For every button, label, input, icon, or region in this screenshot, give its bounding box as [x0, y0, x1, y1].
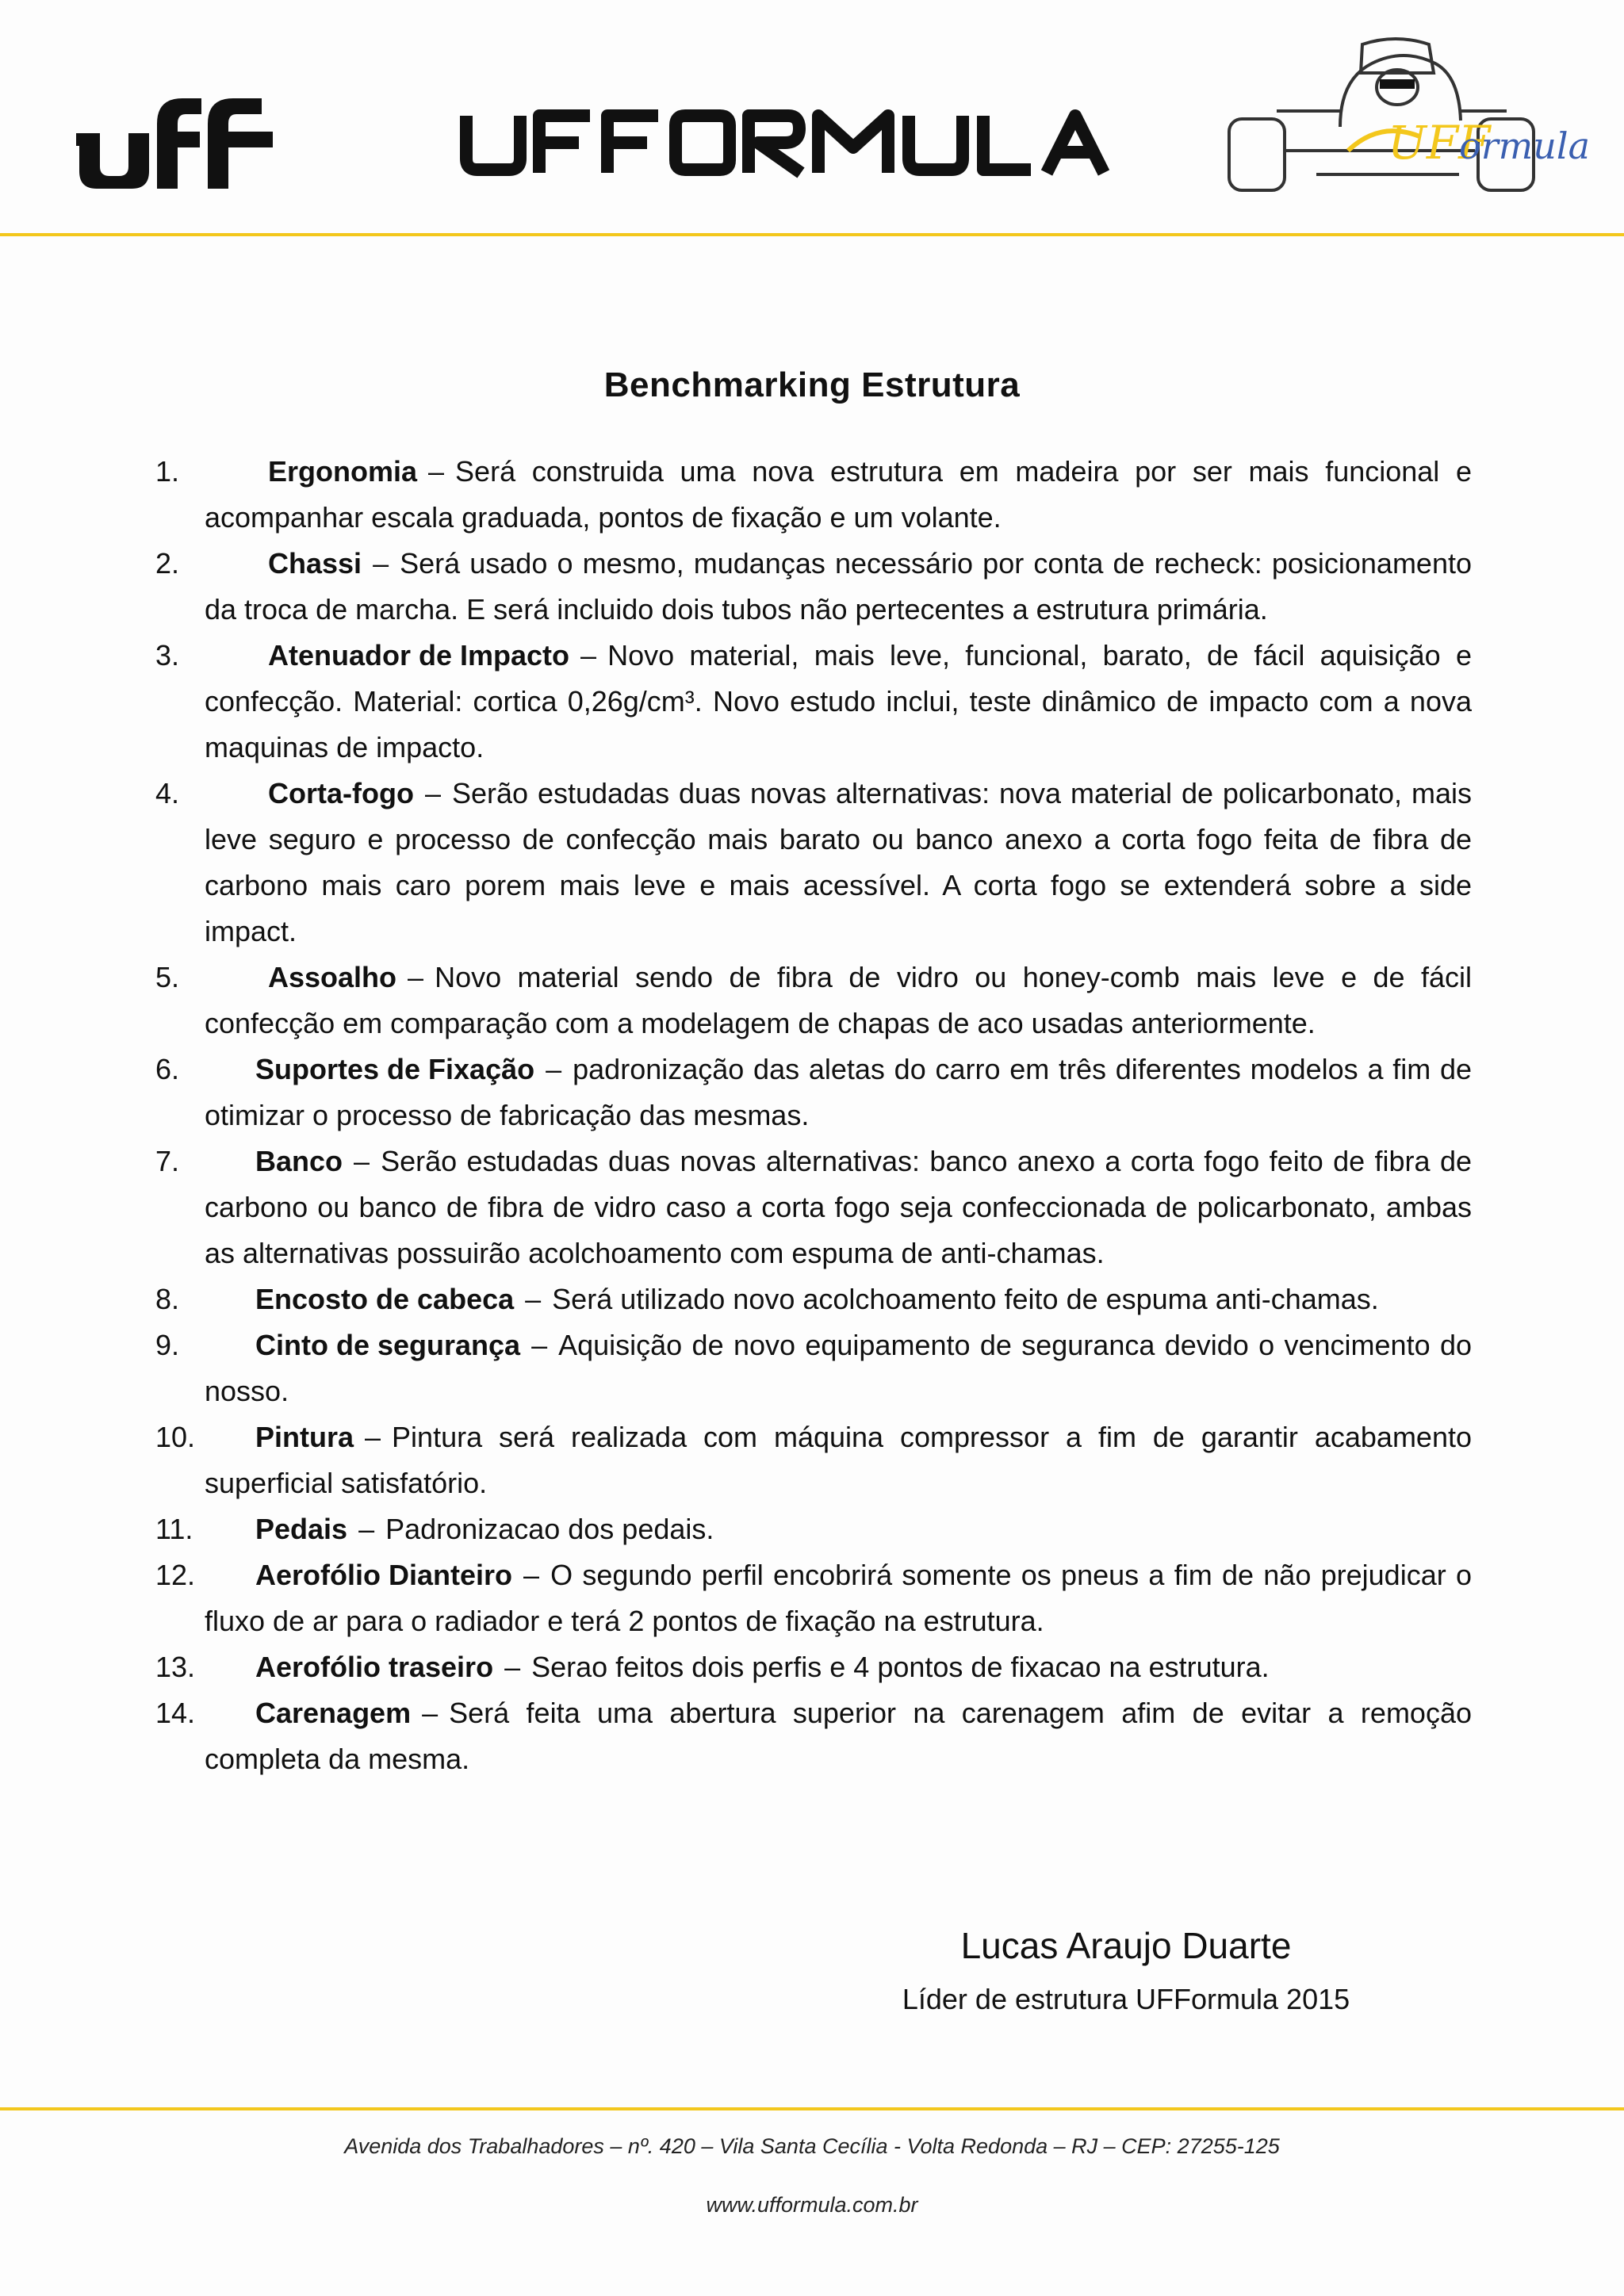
item-number: 6. — [155, 1053, 180, 1085]
list-item — [155, 449, 1472, 541]
item-heading: Banco — [255, 1145, 343, 1177]
signature-name: Lucas Araujo Duarte — [960, 1925, 1292, 1966]
signature-block — [864, 1919, 1388, 2022]
item-number: 3. — [155, 639, 180, 672]
uff-logo — [73, 87, 279, 190]
item-number: 10. — [155, 1421, 196, 1453]
item-separator: – — [428, 455, 445, 488]
document-title: Benchmarking Estrutura — [603, 365, 1021, 405]
item-heading: Suportes de Fixação — [255, 1053, 535, 1085]
car-logo — [1221, 32, 1591, 206]
car-logo-ormula-text: ormula — [1459, 124, 1591, 167]
list-item — [155, 1138, 1472, 1276]
list-item — [155, 1552, 1472, 1644]
item-text: Aquisição de novo equipamento de seguranca devido o vencimento do nosso. — [205, 1329, 1472, 1407]
item-heading: Pintura — [255, 1421, 354, 1453]
footer-website[interactable]: www.ufformula.com.br — [706, 2193, 918, 2217]
item-number: 1. — [155, 455, 180, 488]
item-number: 2. — [155, 547, 180, 580]
item-heading: Cinto de segurança — [255, 1329, 521, 1361]
list-item — [155, 771, 1472, 955]
list-item — [155, 1276, 1472, 1322]
item-text: Será utilizado novo acolchoamento feito de espuma anti-chamas. — [552, 1283, 1379, 1315]
car-logo-uff-text: UFF — [1388, 116, 1491, 170]
benchmark-list — [155, 449, 1472, 1782]
item-heading: Aerofólio traseiro — [255, 1651, 494, 1683]
item-separator: – — [531, 1329, 548, 1361]
item-heading: Pedais — [255, 1513, 348, 1545]
item-text: Será usado o mesmo, mudanças necessário por conta de recheck: posicionamento da troca de marcha. E será incluido dois tubos não pertecentes a estrutura primária. — [205, 547, 1472, 626]
list-item — [155, 1690, 1472, 1782]
list-item — [155, 1322, 1472, 1414]
item-separator: – — [546, 1053, 562, 1085]
item-number: 11. — [155, 1513, 193, 1545]
list-item — [155, 955, 1472, 1047]
item-text: Serao feitos dois perfis e 4 pontos de fixacao na estrutura. — [531, 1651, 1270, 1683]
item-heading: Atenuador de Impacto — [268, 639, 570, 672]
item-separator: – — [354, 1145, 370, 1177]
item-number: 13. — [155, 1651, 196, 1683]
item-text: Serão estudadas duas novas alternativas: banco anexo a corta fogo feito de fibra de carbono ou banco de fibra de vidro caso a corta fogo seja confeccionada de policarbonato, ambas as alternativas possuirão acolchoamento com espuma de anti-chamas. — [205, 1145, 1472, 1269]
item-separator: – — [504, 1651, 521, 1683]
item-separator: – — [358, 1513, 375, 1545]
item-number: 5. — [155, 961, 180, 993]
list-item — [155, 1047, 1472, 1138]
item-number: 12. — [155, 1559, 196, 1591]
list-item — [155, 1414, 1472, 1506]
item-number: 14. — [155, 1697, 196, 1729]
item-separator: – — [365, 1421, 381, 1453]
item-number: 4. — [155, 777, 180, 809]
item-heading: Chassi — [268, 547, 362, 580]
item-heading: Assoalho — [268, 961, 397, 993]
item-heading: Ergonomia — [268, 455, 418, 488]
item-number: 7. — [155, 1145, 180, 1177]
item-number: 9. — [155, 1329, 180, 1361]
item-separator: – — [424, 777, 441, 809]
footer-divider — [0, 2107, 1624, 2110]
footer-address: Avenida dos Trabalhadores – nº. 420 – Vila Santa Cecília - Volta Redonda – RJ – CEP: 27255-125 — [344, 2134, 1280, 2158]
item-text: O segundo perfil encobrirá somente os pneus a fim de não prejudicar o fluxo de ar para o radiador e terá 2 pontos de fixação na estrutura. — [205, 1559, 1472, 1637]
item-heading: Carenagem — [255, 1697, 412, 1729]
item-separator: – — [523, 1559, 540, 1591]
item-heading: Encosto de cabeca — [255, 1283, 515, 1315]
item-heading: Aerofólio Dianteiro — [255, 1559, 513, 1591]
item-text: Pintura será realizada com máquina compressor a fim de garantir acabamento superficial satisfatório. — [205, 1421, 1472, 1499]
item-separator: – — [580, 639, 597, 672]
signature-role: Líder de estrutura UFFormula 2015 — [902, 1983, 1350, 2015]
list-item — [155, 1506, 1472, 1552]
item-text: Será feita uma abertura superior na carenagem afim de evitar a remoção completa da mesma. — [205, 1697, 1472, 1775]
list-item — [155, 541, 1472, 633]
item-text: padronização das aletas do carro em três diferentes modelos a fim de otimizar o processo de fabricação das mesmas. — [205, 1053, 1472, 1131]
item-heading: Corta-fogo — [268, 777, 414, 809]
item-separator: – — [422, 1697, 439, 1729]
item-text: Novo material sendo de fibra de vidro ou honey-comb mais leve e de fácil confecção em comparação com a modelagem de chapas de aco usadas anteriormente. — [205, 961, 1472, 1039]
item-text: Padronizacao dos pedais. — [385, 1513, 714, 1545]
item-text: Serão estudadas duas novas alternativas: nova material de policarbonato, mais leve seguro e processo de confecção mais barato ou banco anexo a corta fogo feita de fibra de carbono mais caro porem mais leve e mais acessível. A corta fogo se extenderá sobre a side impact. — [205, 777, 1472, 947]
item-separator: – — [525, 1283, 542, 1315]
brand-wordmark — [460, 101, 1110, 181]
letterhead — [0, 0, 1624, 238]
list-item — [155, 633, 1472, 771]
list-item — [155, 1644, 1472, 1690]
item-separator: – — [373, 547, 389, 580]
header-divider — [0, 233, 1624, 236]
item-number: 8. — [155, 1283, 180, 1315]
item-separator: – — [408, 961, 424, 993]
item-text: Novo material, mais leve, funcional, barato, de fácil aquisição e confecção. Material: cortica 0,26g/cm³. Novo estudo inclui, teste dinâmico de impacto com a nova maquinas de impacto. — [205, 639, 1472, 763]
item-text: Será construida uma nova estrutura em madeira por ser mais funcional e acompanhar escala graduada, pontos de fixação e um volante. — [205, 455, 1472, 534]
